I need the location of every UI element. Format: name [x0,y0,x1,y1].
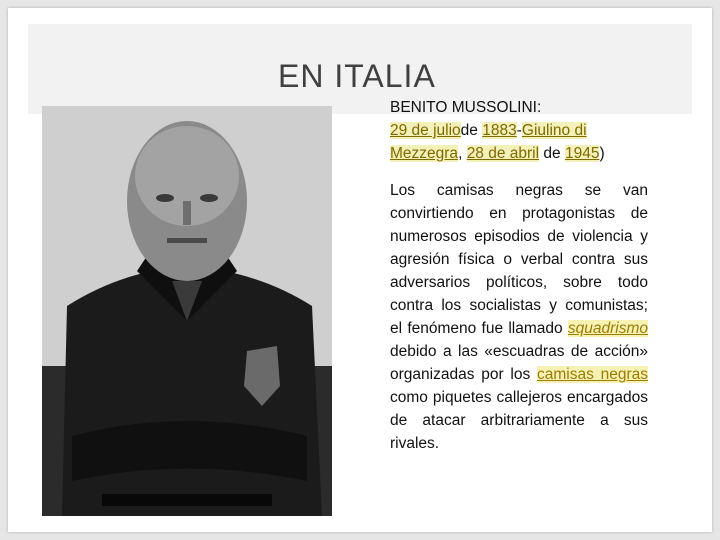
text-dash: - [516,122,522,139]
link-death-place[interactable]: Giulino di Mezzegra [390,122,587,162]
body-text-1: Los camisas negras se van convirtiendo en protagonistas de numerosos episodios de violencia y agresión física o verbal contra sus adversarios políticos, sobre todo contra los socialistas y comunistas; el fenómeno fue llamado [390,182,648,337]
portrait-image-icon [42,106,332,516]
link-birth-date[interactable]: 29 de julio [390,122,461,139]
bio-line [390,122,605,162]
slide-title: EN ITALIA [278,58,436,94]
body-text-2: debido a las «escuadras de acción» organizadas por los [390,343,648,383]
link-birth-year[interactable]: 1883 [482,122,517,139]
body-text-3: como piquetes callejeros encargados de atacar arbitrariamente a sus rivales. [390,389,648,452]
text-comma: , [458,145,463,162]
text-de: de [460,122,478,139]
text-close-paren: ) [599,145,605,162]
text-de-2: de [543,145,561,162]
portrait-photo [42,106,332,516]
slide [8,8,712,532]
person-name: BENITO MUSSOLINI: [390,99,542,116]
body-paragraph [390,179,648,455]
link-camisas-negras[interactable]: camisas negras [537,366,649,383]
text-column [390,96,648,455]
link-death-year[interactable]: 1945 [564,145,600,162]
link-death-date[interactable]: 28 de abril [466,145,540,162]
link-squadrismo[interactable]: squadrismo [567,320,648,337]
